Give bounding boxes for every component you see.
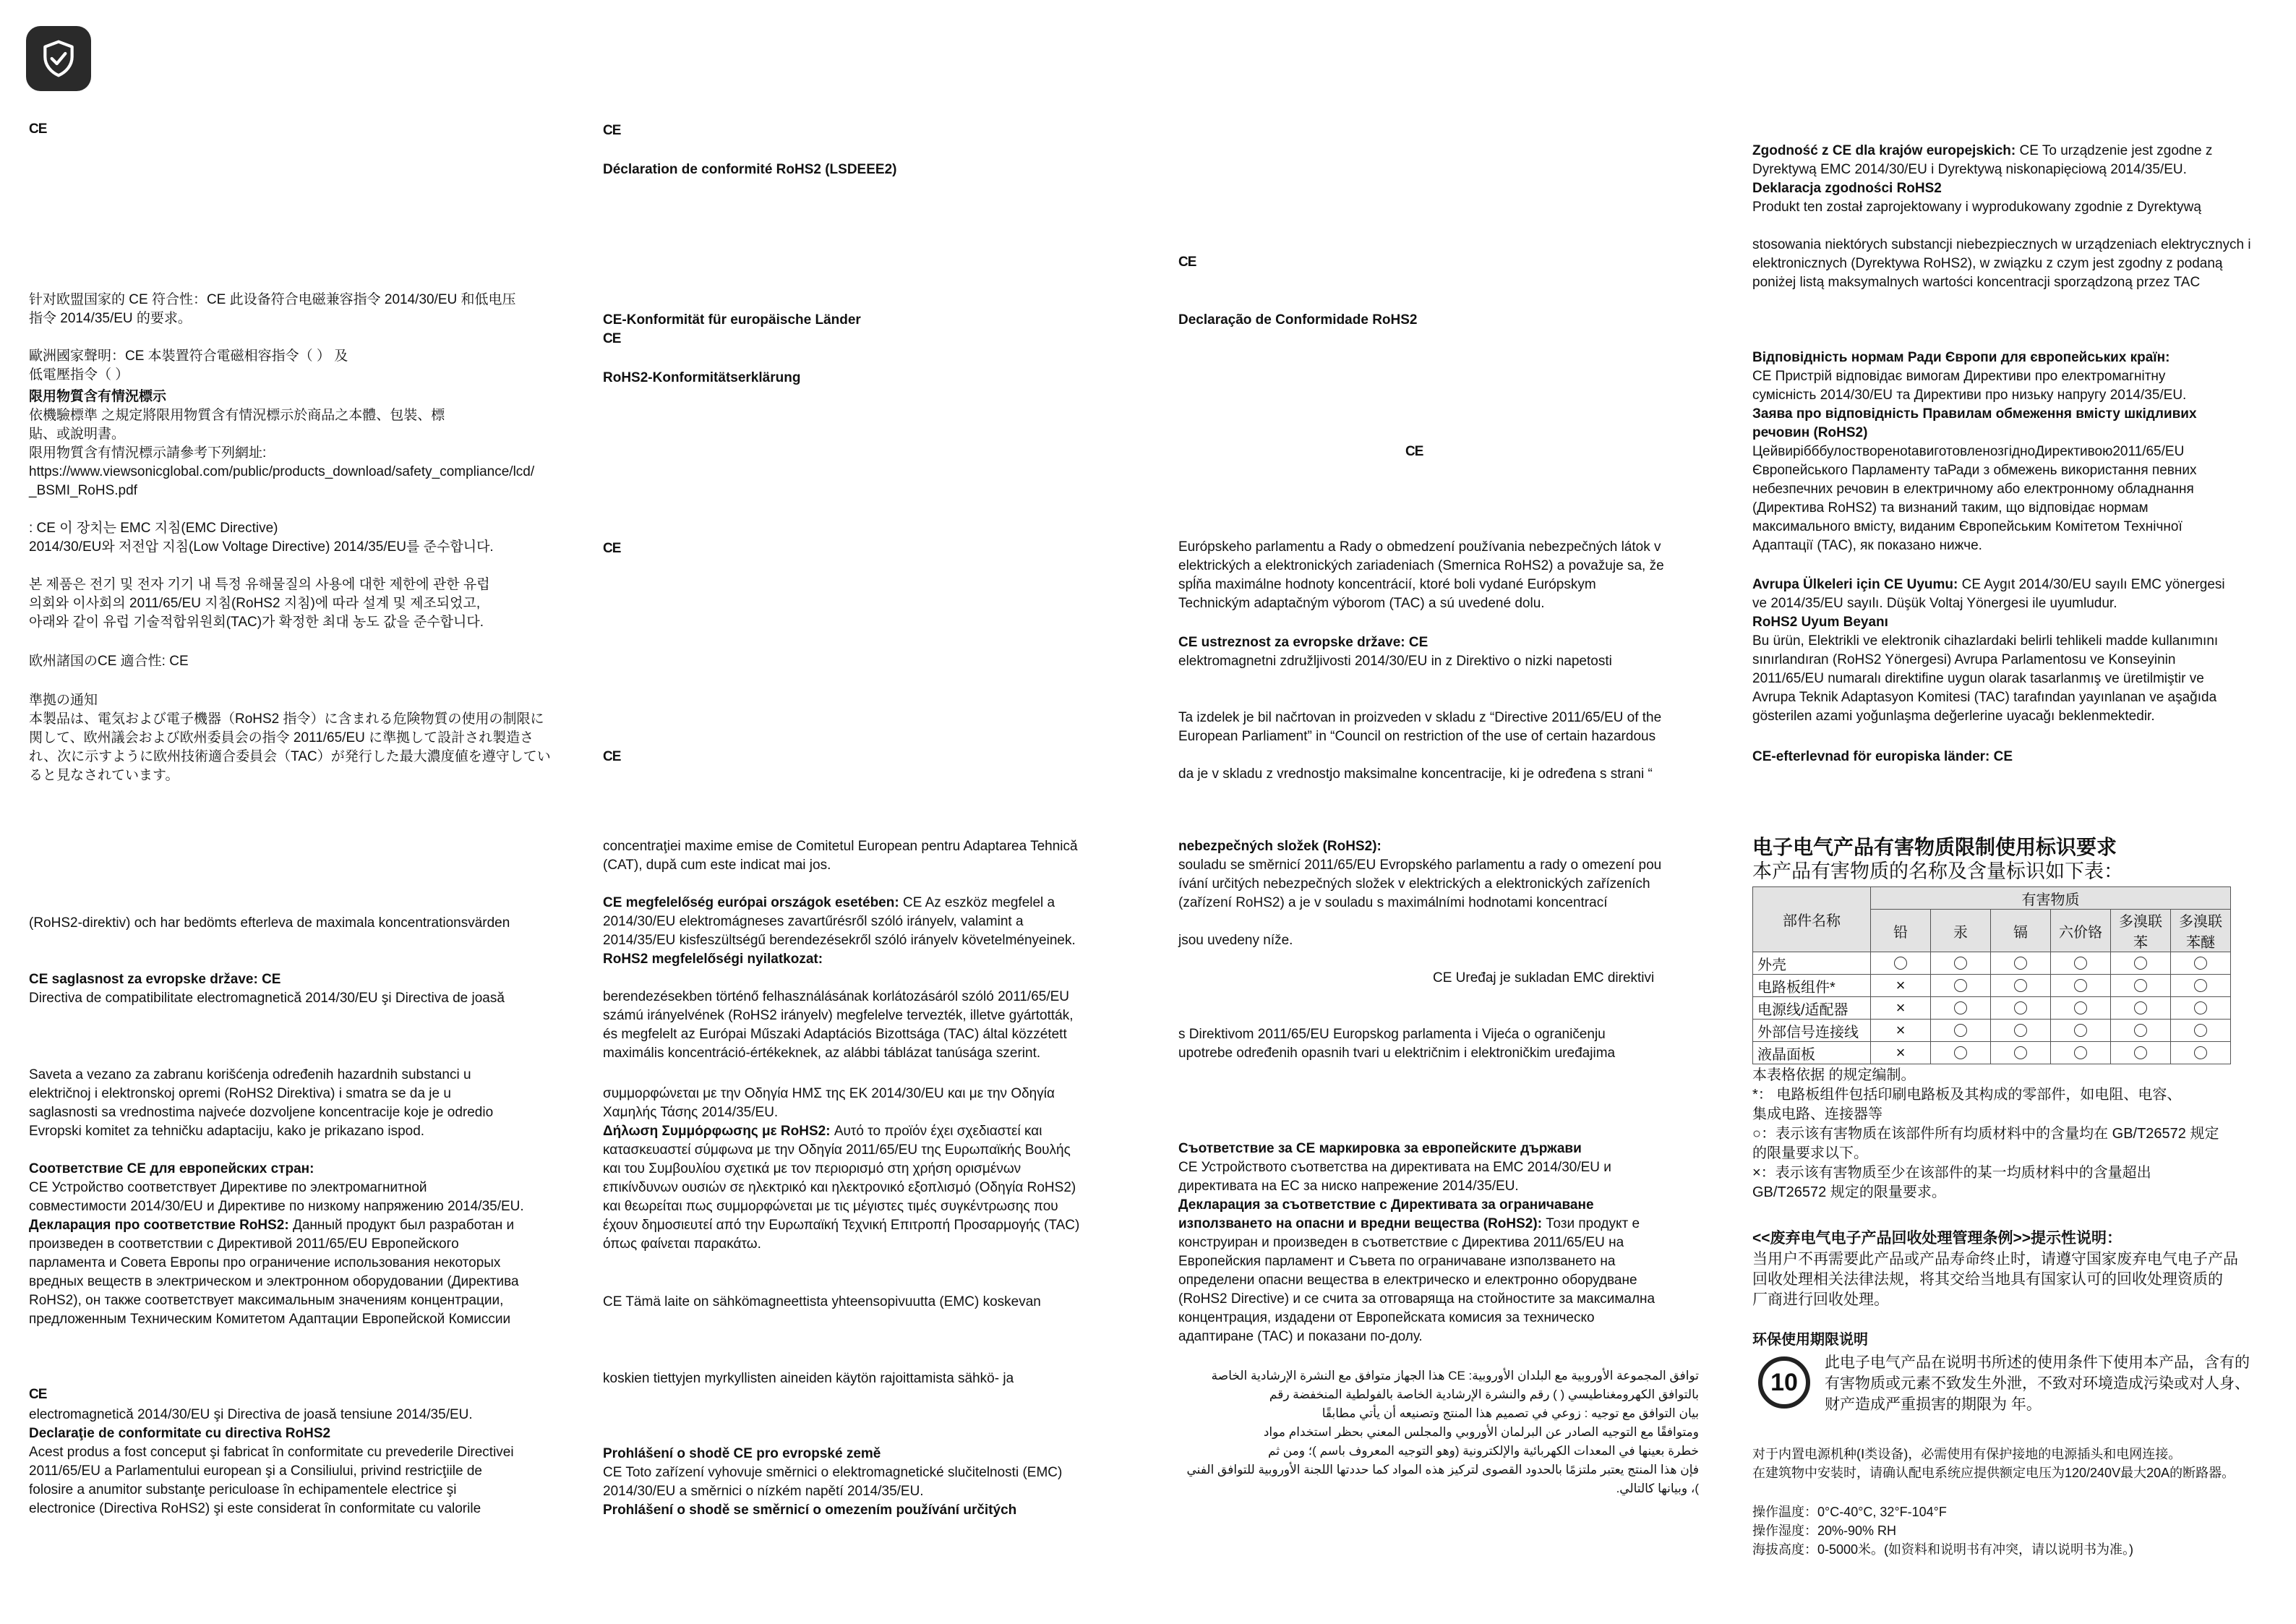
recycle-heading: <<废弃电气电子产品回收处理管理条例>>提示性说明： — [1752, 1230, 2122, 1247]
hazard-column-header: 汞 — [1931, 910, 1991, 952]
circle-mark-icon — [1991, 1020, 2051, 1042]
power-note: 对于内置电源机种(Ⅰ类设备)，必需使用有保护接地的电源插头和电网连接。 在建筑物中安装时，请确认配电系统应提供额定电压为120/240V最大20A的断路器。 — [1752, 1447, 2235, 1480]
uk-heading: Відповідність нормам Ради Європи для європейських країн: — [1752, 350, 2170, 365]
el-heading: Δήλωση Συμμόρφωσης με RoHS2: — [603, 1124, 831, 1139]
circle-mark-icon — [1991, 952, 2051, 975]
circle-mark-icon — [2051, 997, 2111, 1020]
period-heading: 环保使用期限说明 — [1752, 1332, 1868, 1348]
circle-mark-icon — [2111, 975, 2171, 997]
ro-line: electromagnetică 2014/30/EU şi Directiva de joasă tensiune 2014/35/EU. — [29, 1407, 473, 1422]
jp-body: 準拠の通知 本製品は、電気および電子機器（RoHS2 指令）に含まれる危険物質の使用の制限に 関して、欧州議会および欧州委員会の指令 2011/65/EU に準拠して設計され製造さ れ、次に示すように欧州技術適合委員会（TAC）が発行した最大濃度値を遵守してい ると見なされています。 — [29, 693, 551, 783]
cn-rohs-title: 电子电气产品有害物质限制使用标识要求 — [1752, 836, 2117, 858]
circle-mark-icon — [1931, 952, 1991, 975]
tw-rohs-heading: 限用物質含有情況標示 — [29, 389, 167, 404]
ko-statement: : CE 이 장치는 EMC 지침(EMC Directive) 2014/30/EU와 저전압 지침(Low Voltage Directive) 2014/35/EU를 준수합니다. 본 제품은 전기 및 전자 기기 내 특정 유해물질의 사용에 대한 제한에 관한 유럽 의회와 이사회의 2011/65/EU 지침(RoHS2 지침)에 따라 설계 및 제조되었고, 아래와 같이 유럽 기술적합위원회(TAC)가 확정한 최대 농도 값을 준수합니다. — [29, 521, 494, 630]
column-3 — [1178, 0, 1713, 1624]
sv-heading: CE-efterlevnad för europiska länder: CE — [1752, 749, 2013, 764]
circle-mark-icon — [2051, 1042, 2111, 1064]
circle-mark-icon — [2051, 1020, 2111, 1042]
el-decl — [603, 1122, 1079, 1254]
tw-statement: 歐洲國家聲明：CE 本裝置符合電磁相容指令（ ） 及 低電壓指令（ ） — [29, 349, 348, 383]
circle-mark-icon — [1991, 997, 2051, 1020]
circle-mark-icon — [1991, 1042, 2051, 1064]
ce-mark: CE — [1405, 444, 1423, 459]
pl-body-3: stosowania niektórych substancji niebezpiecznych w urządzeniach elektrycznych i elektronicznych (Dyrektywa RoHS2), w związku z czym jest zgodny z podaną poniżej listą maksymalnych wartości koncentracji sporządzoną przez TAC — [1752, 237, 2251, 290]
el-decl-body: Αυτό το προϊόν έχει σχεδιαστεί και κατασκευαστεί σύμφωνα με την Οδηγία 2011/65/EU της Ευρωπαϊκής Βουλής και του Συμβουλίου σχετικά με τον περιορισμό στη χρήση ορισμένων επικίνδυνων ουσιών σε ηλεκτρικό και ηλεκτρονικό εξοπλισμό (Οδηγία RoHS2) και θεωρείται πως συμμορφώνεται με τις μέγιστες τιμές συγκέντρωσης που έχουν δημοσιευτεί από την Ευρωπαϊκή Τεχνική Επιτροπή Προσαρμογής (TAC) όπως φαίνεται παρακάτω. — [603, 1124, 1080, 1252]
ce-mark: CE — [29, 121, 47, 137]
hu-statement — [603, 894, 1076, 950]
part-name: 外壳 — [1753, 952, 1871, 975]
hazard-column-header: 六价铬 — [2051, 910, 2111, 952]
ru-heading: Соответствие CE для европейских стран: — [29, 1161, 314, 1176]
table-row — [1753, 952, 2231, 975]
circle-mark-icon — [2171, 975, 2231, 997]
sk-heading-2: nebezpečných složek (RoHS2): — [1178, 839, 1382, 854]
tr-statement — [1752, 576, 2225, 613]
sk-body-2: souladu se směrnicí 2011/65/EU Evropského parlamentu a rady o omezení pou ívání určitých nebezpečných složek v elektrických a elektronických zařízeních (zařízení RoHS2) a je v souladu s maximálními hodnotami koncentrací — [1178, 858, 1662, 910]
circle-mark-icon — [2171, 997, 2231, 1020]
part-name: 外部信号连接线 — [1753, 1020, 1871, 1042]
uk-body-2: ЦейвирібббулоствореноtaвиготовленозгідноДирективою2011/65/EU Європейського Парламенту таРади з обмежень використання певних небезпечних речовин в електричному або електронному обладнання (Директива RoHS2) та визнаний таким, що відповідає нормам максимального вмісту, виданим Європейським Комітетом Технічної Адаптації (TAC), як показано нижче. — [1752, 444, 2197, 553]
fr-heading: Déclaration de conformité RoHS2 (LSDEEE2) — [603, 162, 897, 177]
circle-mark-icon — [1871, 952, 1931, 975]
ro-cont: concentraţiei maxime emise de Comitetul European pentru Adaptarea Tehnică (CAT), după cum este indicat mai jos. — [603, 839, 1078, 873]
de-heading: CE-Konformität für europäische Länder — [603, 312, 861, 328]
hr-heading: CE saglasnost za evropske države: CE — [29, 972, 281, 987]
hr-body: s Direktivom 2011/65/EU Europskog parlamenta i Vijeća o ograničenju upotrebe određenih opasnih tvari u električnim i elektroničkim uređajima — [1178, 1027, 1616, 1061]
hazard-group-header: 有害物质 — [1871, 887, 2231, 910]
part-header: 部件名称 — [1753, 887, 1871, 952]
cz-heading: Prohlášení o shodě CE pro evropské země — [603, 1446, 881, 1461]
part-name: 电路板组件* — [1753, 975, 1871, 997]
hu-rohs-body: berendezésekben történő felhasználásának korlátozásáról szóló 2011/65/EU számú irányelvének (RoHS2 irányelv) megfelelve tervezték, illetve gyártották, és megfelelt az Európai Műszaki Adaptációs Bizottsága (TAC) által közzétett maximális koncentráció-értékeknek, az alábbi táblázat tanúsága szerint. — [603, 989, 1074, 1061]
table-row — [1753, 975, 2231, 997]
sk-body-3: jsou uvedeny níže. — [1178, 933, 1293, 948]
circle-mark-icon — [2051, 975, 2111, 997]
fi-line-2: koskien tiettyjen myrkyllisten aineiden käytön rajoittamista sähkö- ja — [603, 1371, 1014, 1386]
circle-mark-icon — [2111, 1042, 2171, 1064]
circle-mark-icon — [1931, 1042, 1991, 1064]
cross-mark-icon: × — [1871, 975, 1931, 997]
sv-tail: (RoHS2-direktiv) och har bedömts efterleva de maximala koncentrationsvärden — [29, 915, 510, 931]
circle-mark-icon — [2171, 952, 2231, 975]
uk-heading-2: Заява про відповідність Правилам обмеження вмісту шкідливих речовин (RoHS2) — [1752, 406, 2197, 440]
hr-line: CE Uređaj je sukladan EMC direktivi — [1433, 970, 1655, 986]
cross-mark-icon: × — [1871, 1042, 1931, 1064]
el-body: συμμορφώνεται με την Οδηγία ΗΜΣ της ΕΚ 2014/30/EU και με την Οδηγία Χαμηλής Τάσης 2014/35/EU. — [603, 1086, 1055, 1120]
period-body: 此电子电气产品在说明书所述的使用条件下使用本产品，含有的 有害物质或元素不致发生外泄，不致对环境造成污染或对人身、 财产造成严重损害的期限为 年。 — [1825, 1354, 2250, 1413]
sl-body-3: da je v skladu z vrednostjo maksimalne koncentracije, ki je određena s strani “ — [1178, 766, 1653, 782]
env-specs: 操作温度：0°C-40°C, 32°F-104°F 操作湿度：20%-90% RH 海拔高度：0-5000米。(如资料和说明书有冲突，请以说明书为准。) — [1752, 1505, 2134, 1557]
recycle-body: 当用户不再需要此产品或产品寿命终止时，请遵守国家废弃电气电子产品 回收处理相关法律法规，将其交给当地具有国家认可的回收处理资质的 厂商进行回收处理。 — [1752, 1251, 2238, 1308]
cn-simplified-statement: 针对欧盟国家的 CE 符合性：CE 此设备符合电磁兼容指令 2014/30/EU 和低电压 指令 2014/35/EU 的要求。 — [29, 292, 516, 326]
circle-mark-icon — [2111, 997, 2171, 1020]
ru-body: CE Устройство соответствует Директиве по электромагнитной совместимости 2014/30/EU и Директиве по низкому напряжению 2014/35/EU. — [29, 1180, 524, 1214]
sr-body: Saveta a vezano za zabranu korišćenja određenih hazardnih substanci u električnoj i elektronskoj opremi (RoHS2 Direktiva) i smatra se da je u saglasnosti sa vrednostima najveće dozvoljene koncentracije koje je odredio Evropski komitet za tehničku adaptaciju, kako je prikazano ispod. — [29, 1067, 494, 1139]
pt-heading: Declaração de Conformidade RoHS2 — [1178, 312, 1418, 328]
ce-mark: CE — [603, 331, 621, 346]
table-row — [1753, 997, 2231, 1020]
tr-heading-2: RoHS2 Uyum Beyanı — [1752, 615, 1888, 630]
uk-body: CE Пристрій відповідає вимогам Директиви про електромагнітну сумісність 2014/30/EU та Директиви про низьку напругу 2014/35/EU. — [1752, 369, 2187, 403]
hazard-table-wrap — [1752, 886, 2231, 1064]
jp-heading: 欧州諸国のCE 適合性: CE — [29, 654, 189, 669]
fi-line: CE Tämä laite on sähkömagneettista yhteensopivuutta (EMC) koskevan — [603, 1294, 1041, 1309]
hazard-column-header: 镉 — [1991, 910, 2051, 952]
bg-decl — [1178, 1196, 1655, 1346]
circle-mark-icon — [2111, 1020, 2171, 1042]
ru-decl-heading: Декларация про соответствие RoHS2: — [29, 1218, 289, 1233]
column-4 — [1752, 0, 2273, 1624]
circle-mark-icon — [1931, 1020, 1991, 1042]
column-2 — [603, 0, 1138, 1624]
hu-heading: CE megfelelőség európai országok esetében: — [603, 895, 899, 910]
cross-mark-icon: × — [1871, 1020, 1931, 1042]
hazard-table — [1752, 886, 2231, 1064]
hu-body: CE Az eszköz megfelel a 2014/30/EU elektromágneses zavartűrésről szóló irányelv, valamint a 2014/35/EU kisfeszültségű berendezésekről szóló irányelv követelményeinek. — [603, 895, 1076, 948]
ar-body: توافق المجموعة الأوروبية مع البلدان الأوروبية: CE هذا الجهاز متوافق مع النشرة الإرشادية الخاصة بالتوافق الكهرومغناطيسي ( ) رقم والنشرة الإرشادية الخاصة بالفولطية المنخفضة رقم بيان التوافق مع توجيه : زوعي في تصميم هذا المنتج وتصنيعه أن يأتي مطابقًا ومتوافقًا مع التوجيه الصادر عن البرلمان الأوروبي والمجلس المعني بحظر استخدام مواد خطرة بعينها في المعدات الكهربائية والإلكترونية (وهو التوجيه المعروف باسم )؛ ومن ثم فإن هذا المنتج يعتبر ملتزمًا بالحدود القصوى لتركيز هذه المواد كما حددتها اللجنة الأوروبية للتوافق الفني )، وبيانها كالتالي. — [1186, 1369, 1699, 1495]
pl-heading: Zgodność z CE dla krajów europejskich: — [1752, 143, 2016, 158]
column-1 — [29, 0, 564, 1624]
circle-mark-icon — [1931, 975, 1991, 997]
pl-body-2: Produkt ten został zaprojektowany i wyprodukowany zgodnie z Dyrektywą — [1752, 200, 2201, 215]
table-row — [1753, 1042, 2231, 1064]
bg-heading-2: Декларация за съответствие с Директивата за ограничаване използването на опасни и вредни вещества (RoHS2): — [1178, 1197, 1594, 1231]
bg-body-2: Този продукт е конструиран и произведен в съответствие с Директива 2011/65/EU на Европейския парламент и Съвета по ограничаване използването на определени опасни вещества в електрическо и електронно оборудване (RoHS2 Directive) и се счита за отговаряща на стойностите за максимална концентрация, издадени от Европейската комисия за техническо адаптиране (TAC) и показани по-долу. — [1178, 1216, 1655, 1344]
circle-mark-icon — [2051, 952, 2111, 975]
cz-rohs-heading: Prohlášení o shodě se směrnicí o omezením používání určitých — [603, 1503, 1017, 1518]
hazard-column-header: 多溴联苯醚 — [2171, 910, 2231, 952]
tr-body: CE Aygıt 2014/30/EU sayılı EMC yönergesi ve 2014/35/EU sayılı. Düşük Voltaj Yönergesi ile uyumludur. — [1752, 577, 2225, 611]
ce-mark: CE — [29, 1387, 47, 1402]
ce-mark: CE — [1178, 255, 1196, 270]
bg-heading: Съответствие за CE маркировка за европейските държави — [1178, 1141, 1582, 1156]
ce-mark: CE — [603, 749, 621, 764]
cn-rohs-subtitle: 本产品有害物质的名称及含量标识如下表： — [1752, 860, 2123, 882]
ro-heading: Declaraţie de conformitate cu directiva RoHS2 — [29, 1426, 331, 1441]
hu-rohs-heading: RoHS2 megfelelőségi nyilatkozat: — [603, 952, 823, 967]
tw-rohs-body: 依機驗標準 之規定將限用物質含有情況標示於商品之本體、包裝、標 貼、或說明書。 限用物質含有情況標示請參考下列網址: https://www.viewsonicglobal.com/public/products_download/safety_compliance/lcd/ _BSMI_RoHS.pdf — [29, 408, 535, 498]
part-name: 电源线/适配器 — [1753, 997, 1871, 1020]
pl-statement — [1752, 142, 2212, 179]
cross-mark-icon: × — [1871, 997, 1931, 1020]
pl-heading-2: Deklaracja zgodności RoHS2 — [1752, 181, 1942, 196]
cz-body: CE Toto zařízení vyhovuje směrnici o elektromagnetické slučitelnosti (EMC) 2014/30/EU a směrnici o nízkém napětí 2014/35/EU. — [603, 1465, 1063, 1499]
part-name: 液晶面板 — [1753, 1042, 1871, 1064]
tr-body-2: Bu ürün, Elektrikli ve elektronik cihazlardaki belirli tehlikeli madde kullanımını sınırlandıran (RoHS2 Yönergesi) Avrupa Parlamentosu ve Konseyinin 2011/65/EU numaralı direktifine uygun olarak tasarlanmış ve üretilmiştir ve Avrupa Teknik Adaptasyon Komitesi (TAC) tarafından yayınlanan ve aşağıda gösterilen azami yoğunlaşma değerlerine uyacağı beklenmektedir. — [1752, 633, 2219, 724]
pl-body: CE To urządzenie jest zgodne z Dyrektywą EMC 2014/30/EU i Dyrektywą niskonapięciową 2014/35/EU. — [1752, 143, 2213, 177]
circle-mark-icon — [2171, 1020, 2231, 1042]
tr-heading: Avrupa Ülkeleri için CE Uyumu: — [1752, 577, 1958, 592]
circle-mark-icon — [1931, 997, 1991, 1020]
circle-mark-icon — [1991, 975, 2051, 997]
eco-period-badge-icon — [1758, 1356, 1810, 1409]
hazard-column-header: 多溴联苯 — [2111, 910, 2171, 952]
ro-body: Acest produs a fost conceput şi fabricat în conformitate cu prevederile Directivei 2011/65/EU a Parlamentului european şi a Consiliului, privind restricţiile de folosire a anumitor substanţe periculoase în echipamentele electrice şi electronice (Directiva RoHS2) şi este considerat în conformitate cu valorile — [29, 1445, 514, 1516]
sl-body: elektromagnetni združljivosti 2014/30/EU in z Direktivo o nizki napetosti — [1178, 654, 1612, 669]
ce-mark: CE — [603, 123, 621, 138]
sl-heading: CE ustreznost za evropske države: CE — [1178, 635, 1428, 650]
sk-body: Európskeho parlamentu a Rady o obmedzení používania nebezpečných látok v elektrických a elektronických zariadeniach (Smernica RoHS2) a považuje sa, že spĺňa maximálne hodnoty koncentrácií, ktoré boli vydané Európskym Technickým adaptačným výborom (TAC) a sú uvedené dolu. — [1178, 539, 1664, 611]
circle-mark-icon — [2111, 952, 2171, 975]
hr-sub: Directiva de compatibilitate electromagnetică 2014/30/EU şi Directiva de joasă — [29, 991, 505, 1006]
table-notes: 本表格依据 的规定编制。 *： 电路板组件包括印刷电路板及其构成的零部件，如电阻、电容、 集成电路、连接器等 ○：表示该有害物质在该部件所有均质材料中的含量均在 GB/T26572 规定 的限量要求以下。 ×：表示该有害物质至少在该部件的某一均质材料中的含量超出 GB/T26572 规定的限量要求。 — [1752, 1067, 2219, 1200]
ru-decl-body: Данный продукт был разработан и произведен в соответствии с Директивой 2011/65/EU Европейского парламента и Совета Европы про ограничение использования некоторых вредных веществ в электрическом и электронном оборудовании (Директива RoHS2), он также соответствует максимальным значениям концентрации, предложенным Техническим Комитетом Адаптации Европейской Комиссии — [29, 1218, 519, 1327]
sl-body-2: Ta izdelek je bil načrtovan in proizveden v skladu z “Directive 2011/65/EU of the European Parliament” in “Council on restriction of the use of certain hazardous — [1178, 710, 1662, 744]
de-rohs-heading: RoHS2-Konformitätserklärung — [603, 370, 801, 385]
bg-body: CE Устройството съответства на директивата на EMC 2014/30/EU и директивата на ЕС за ниско напрежение 2014/35/EU. — [1178, 1160, 1611, 1194]
ce-mark: CE — [603, 541, 621, 556]
circle-mark-icon — [2171, 1042, 2231, 1064]
table-row — [1753, 1020, 2231, 1042]
eco-period-value: 10 — [1770, 1368, 1798, 1396]
ru-decl — [29, 1216, 519, 1329]
hazard-column-header: 铅 — [1871, 910, 1931, 952]
